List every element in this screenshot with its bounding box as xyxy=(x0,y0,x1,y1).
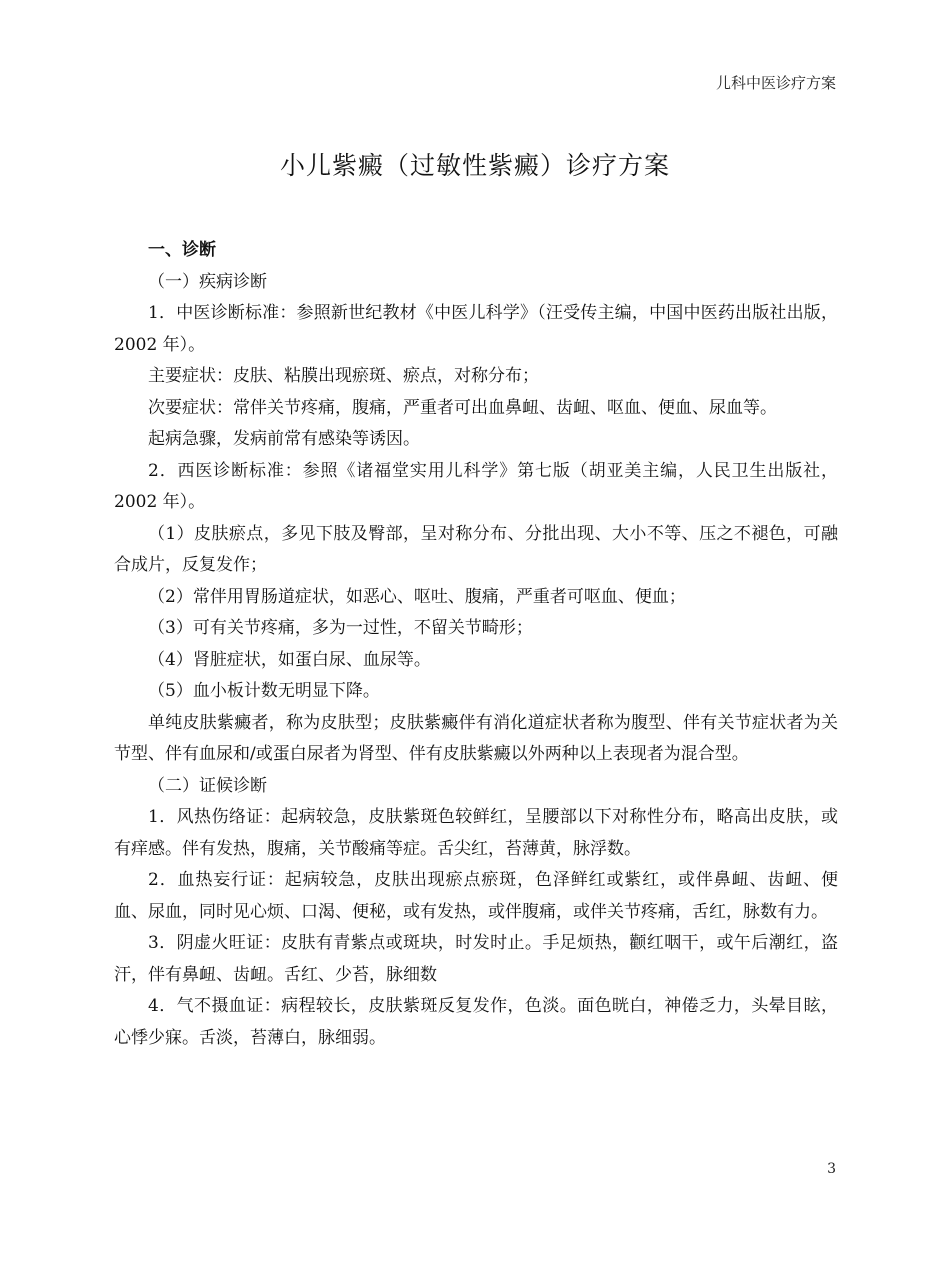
list-item-criterion-5: （5）血小板计数无明显下降。 xyxy=(148,681,380,701)
list-item-criterion-3: （3）可有关节疼痛，多为一过性，不留关节畸形； xyxy=(148,618,533,638)
paragraph-classification: 单纯皮肤紫癜者，称为皮肤型；皮肤紫癜伴有消化道症状者称为腹型、伴有关节症状者为关节型、伴有血尿和/或蛋白尿者为肾型、伴有皮肤紫癜以外两种以上表现者为混合型。 xyxy=(114,712,838,764)
subsection-heading-disease-diagnosis: （一）疾病诊断 xyxy=(148,271,267,292)
paragraph-syndrome-2: 2．血热妄行证：起病较急，皮肤出现瘀点瘀斑，色泽鲜红或紫红，或伴鼻衄、齿衄、便血、尿血，同时见心烦、口渴、便秘，或有发热，或伴腹痛，或伴关节疼痛，舌红，脉数有力。 xyxy=(114,870,838,922)
paragraph-secondary-symptoms: 次要症状：常伴关节疼痛，腹痛，严重者可出血鼻衄、齿衄、呕血、便血、尿血等。 xyxy=(148,397,777,418)
list-item-criterion-1: （1）皮肤瘀点，多见下肢及臀部，呈对称分布、分批出现、大小不等、压之不褪色，可融合成片，反复发作； xyxy=(114,523,838,575)
paragraph-tcm-criteria: 1．中医诊断标准：参照新世纪教材《中医儿科学》（汪受传主编，中国中医药出版社出版，2002 年）。 xyxy=(114,303,838,355)
document-body xyxy=(114,235,838,1054)
paragraph-western-criteria: 2．西医诊断标准：参照《诸福堂实用儿科学》第七版（胡亚美主编，人民卫生出版社，2002 年）。 xyxy=(114,460,838,512)
page-number: 3 xyxy=(827,1161,836,1177)
running-header: 儿科中医诊疗方案 xyxy=(715,74,836,92)
list-item-criterion-2: （2）常伴用胃肠道症状，如恶心、呕吐、腹痛，严重者可呕血、便血； xyxy=(148,586,686,607)
subsection-heading-syndrome-diagnosis: （二）证候诊断 xyxy=(148,775,267,796)
document-title: 小儿紫癜（过敏性紫癜）诊疗方案 xyxy=(279,151,670,180)
paragraph-onset: 起病急骤，发病前常有感染等诱因。 xyxy=(148,429,420,449)
paragraph-syndrome-4: 4．气不摄血证：病程较长，皮肤紫斑反复发作，色淡。面色晄白，神倦乏力，头晕目眩，心悸少寐。舌淡，苔薄白，脉细弱。 xyxy=(114,996,838,1048)
paragraph-syndrome-1: 1．风热伤络证：起病较急，皮肤紫斑色较鲜红，呈腰部以下对称性分布，略高出皮肤，或有痒感。伴有发热，腹痛，关节酸痛等症。舌尖红，苔薄黄，脉浮数。 xyxy=(114,807,838,859)
section-heading-diagnosis: 一、诊断 xyxy=(148,240,216,260)
paragraph-syndrome-3: 3．阴虚火旺证：皮肤有青紫点或斑块，时发时止。手足烦热，颧红咽干，或午后潮红，盗汗，伴有鼻衄、齿衄。舌红、少苔，脉细数 xyxy=(114,933,838,985)
paragraph-main-symptoms: 主要症状：皮肤、粘膜出现瘀斑、瘀点，对称分布； xyxy=(148,366,539,386)
list-item-criterion-4: （4）肾脏症状，如蛋白尿、血尿等。 xyxy=(148,649,431,670)
